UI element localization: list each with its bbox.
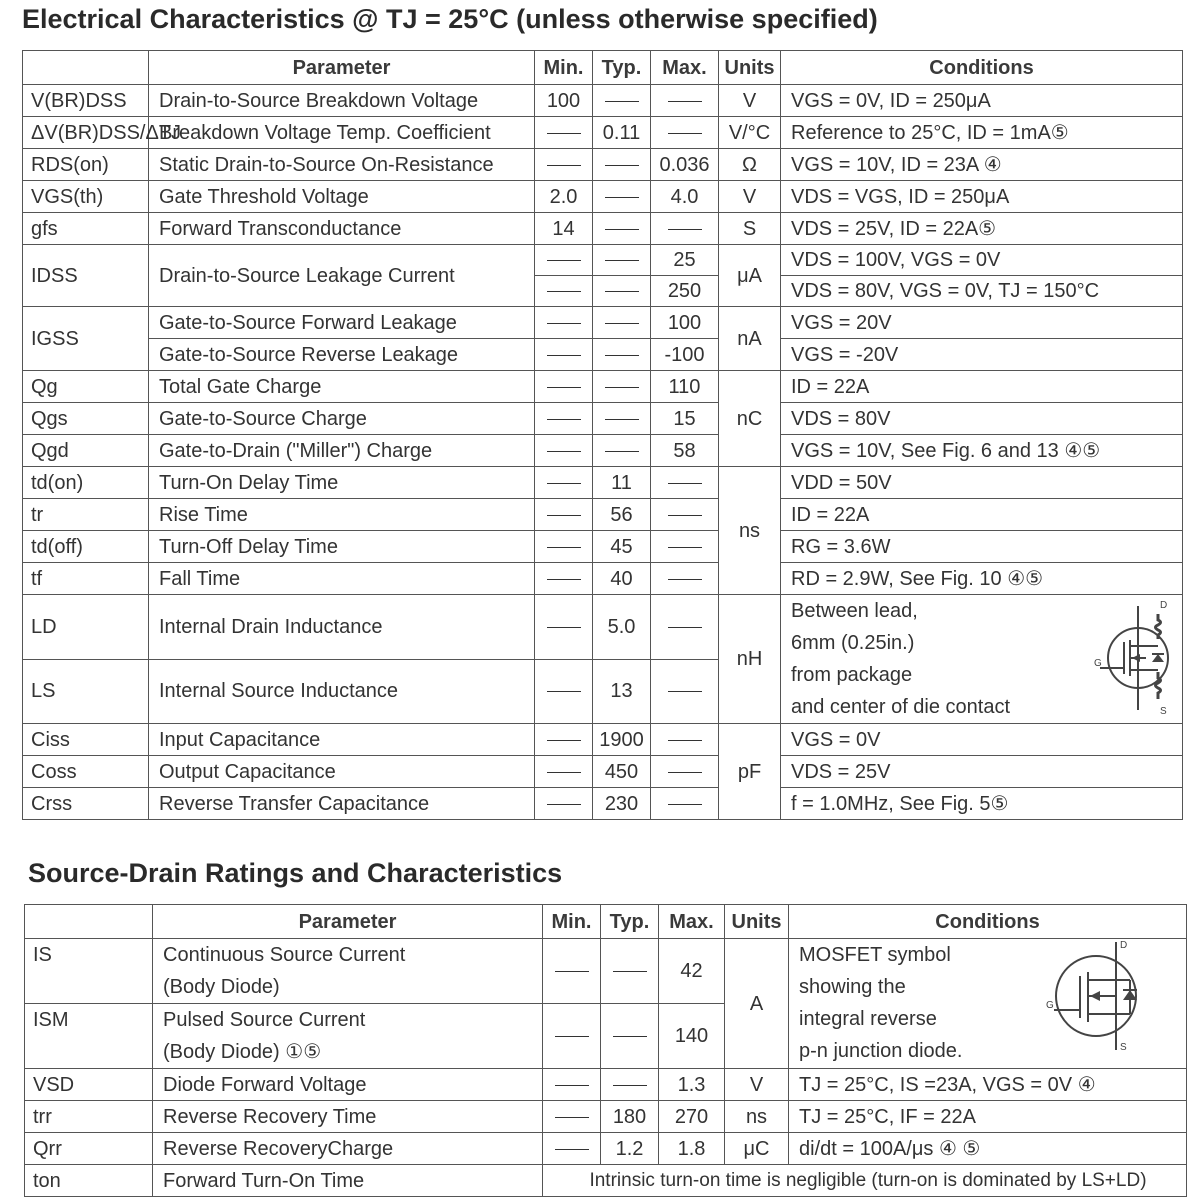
ec-table-row bbox=[23, 85, 1183, 117]
row-min bbox=[543, 1101, 601, 1133]
row-typ bbox=[593, 339, 651, 371]
row-min bbox=[535, 595, 593, 660]
condition-line: showing the bbox=[799, 976, 906, 998]
sd-title: Source-Drain Ratings and Characteristics bbox=[28, 858, 563, 888]
row-max: 140 bbox=[659, 1004, 725, 1069]
condition-line: p-n junction diode. bbox=[799, 1040, 963, 1062]
dash-rule bbox=[547, 579, 581, 580]
row-min bbox=[535, 276, 593, 307]
row-conditions: f = 1.0MHz, See Fig. 5⑤ bbox=[781, 788, 1183, 820]
row-typ bbox=[593, 149, 651, 181]
row-max: 270 bbox=[659, 1101, 725, 1133]
sd-table bbox=[24, 904, 1187, 1197]
row-conditions: VDD = 50V bbox=[781, 467, 1183, 499]
dash-rule bbox=[547, 515, 581, 516]
row-symbol: IGSS bbox=[23, 307, 149, 371]
row-units: V bbox=[725, 1069, 789, 1101]
row-units: V bbox=[719, 85, 781, 117]
row-typ bbox=[593, 181, 651, 213]
dash-rule bbox=[605, 387, 639, 388]
row-parameter: Static Drain-to-Source On-Resistance bbox=[149, 149, 535, 181]
row-conditions: RG = 3.6W bbox=[781, 531, 1183, 563]
row-max: 4.0 bbox=[651, 181, 719, 213]
dash-rule bbox=[547, 165, 581, 166]
row-max: 15 bbox=[651, 403, 719, 435]
dash-rule bbox=[605, 229, 639, 230]
row-parameter: Gate Threshold Voltage bbox=[149, 181, 535, 213]
dash-rule bbox=[613, 1036, 647, 1037]
ec-table-row bbox=[23, 307, 1183, 339]
row-typ: 0.11 bbox=[593, 117, 651, 149]
row-conditions: VGS = 0V, ID = 250μA bbox=[781, 85, 1183, 117]
row-conditions: VGS = 20V bbox=[781, 307, 1183, 339]
row-typ bbox=[593, 403, 651, 435]
row-parameter: Reverse Recovery Time bbox=[153, 1101, 543, 1133]
row-min bbox=[535, 756, 593, 788]
row-max: 25 bbox=[651, 245, 719, 276]
row-parameter: Fall Time bbox=[149, 563, 535, 595]
row-symbol: ΔV(BR)DSS/ΔTJ bbox=[23, 117, 149, 149]
row-max: 1.8 bbox=[659, 1133, 725, 1165]
row-symbol: Qrr bbox=[25, 1133, 153, 1165]
row-symbol: LD bbox=[23, 595, 149, 660]
row-parameter: Gate-to-Source Charge bbox=[149, 403, 535, 435]
row-conditions: ID = 22A bbox=[781, 499, 1183, 531]
row-conditions: VDS = VGS, ID = 250μA bbox=[781, 181, 1183, 213]
parameter-line: (Body Diode) bbox=[163, 976, 280, 998]
sd-header-units: Units bbox=[725, 905, 789, 939]
row-symbol: td(off) bbox=[23, 531, 149, 563]
row-conditions: Reference to 25°C, ID = 1mA⑤ bbox=[781, 117, 1183, 149]
mosfet-inductance-symbol bbox=[1092, 600, 1176, 716]
row-parameter: Turn-Off Delay Time bbox=[149, 531, 535, 563]
symbol-s-label: S bbox=[1120, 1042, 1127, 1053]
ec-table-row bbox=[23, 724, 1183, 756]
row-min bbox=[535, 403, 593, 435]
row-symbol: Coss bbox=[23, 756, 149, 788]
row-typ bbox=[593, 307, 651, 339]
row-units: μC bbox=[725, 1133, 789, 1165]
symbol-g-label: G bbox=[1094, 658, 1102, 669]
row-conditions: VDS = 80V, VGS = 0V, TJ = 150°C bbox=[781, 276, 1183, 307]
symbol-d-label: D bbox=[1160, 600, 1168, 611]
row-typ bbox=[593, 371, 651, 403]
dash-rule bbox=[605, 260, 639, 261]
dash-rule bbox=[668, 133, 702, 134]
row-max bbox=[651, 117, 719, 149]
ec-table-row bbox=[23, 245, 1183, 276]
row-note: Intrinsic turn-on time is negligible (turn-on is dominated by LS+LD) bbox=[543, 1165, 1187, 1197]
dash-rule bbox=[605, 419, 639, 420]
row-max: 250 bbox=[651, 276, 719, 307]
ec-table-row bbox=[23, 371, 1183, 403]
row-units: nC bbox=[719, 371, 781, 467]
ec-header-max: Max. bbox=[651, 51, 719, 85]
ec-title: Electrical Characteristics @ TJ = 25°C (unless otherwise specified) bbox=[22, 4, 878, 34]
row-conditions: VDS = 25V bbox=[781, 756, 1183, 788]
symbol-d-label: D bbox=[1120, 940, 1128, 951]
row-parameter: Drain-to-Source Leakage Current bbox=[149, 245, 535, 307]
row-parameter: Turn-On Delay Time bbox=[149, 467, 535, 499]
dash-rule bbox=[547, 451, 581, 452]
sd-header-typ: Typ. bbox=[601, 905, 659, 939]
row-symbol: Qgd bbox=[23, 435, 149, 467]
condition-line: integral reverse bbox=[799, 1008, 937, 1030]
sd-table-row bbox=[25, 1069, 1187, 1101]
row-min bbox=[535, 724, 593, 756]
ec-table-row bbox=[23, 213, 1183, 245]
ec-table-row bbox=[23, 595, 1183, 660]
row-max bbox=[651, 563, 719, 595]
condition-line: Between lead, bbox=[791, 600, 918, 622]
row-symbol: VGS(th) bbox=[23, 181, 149, 213]
row-max bbox=[651, 595, 719, 660]
row-min bbox=[535, 788, 593, 820]
row-min bbox=[535, 245, 593, 276]
row-parameter: Reverse RecoveryCharge bbox=[153, 1133, 543, 1165]
dash-rule bbox=[605, 101, 639, 102]
row-min bbox=[535, 117, 593, 149]
row-max bbox=[651, 213, 719, 245]
symbol-s-label: S bbox=[1160, 706, 1167, 717]
dash-rule bbox=[613, 971, 647, 972]
row-max bbox=[651, 724, 719, 756]
symbol-g-label: G bbox=[1046, 1000, 1054, 1011]
row-min bbox=[535, 659, 593, 724]
row-parameter: Gate-to-Drain ("Miller") Charge bbox=[149, 435, 535, 467]
row-typ bbox=[601, 1069, 659, 1101]
row-typ: 180 bbox=[601, 1101, 659, 1133]
row-max: 0.036 bbox=[651, 149, 719, 181]
sd-header-conditions: Conditions bbox=[789, 905, 1187, 939]
dash-rule bbox=[547, 547, 581, 548]
ec-table-row bbox=[23, 531, 1183, 563]
row-units: S bbox=[719, 213, 781, 245]
condition-line: from package bbox=[791, 664, 913, 686]
row-typ bbox=[593, 276, 651, 307]
row-parameter: Breakdown Voltage Temp. Coefficient bbox=[149, 117, 535, 149]
dash-rule bbox=[668, 627, 702, 628]
row-units: A bbox=[725, 939, 789, 1069]
ec-table-row bbox=[23, 563, 1183, 595]
row-symbol: td(on) bbox=[23, 467, 149, 499]
row-typ: 56 bbox=[593, 499, 651, 531]
row-parameter: Output Capacitance bbox=[149, 756, 535, 788]
row-symbol: ISM bbox=[25, 1004, 153, 1069]
row-min bbox=[535, 563, 593, 595]
row-units: ns bbox=[719, 467, 781, 595]
dash-rule bbox=[605, 451, 639, 452]
dash-rule bbox=[668, 691, 702, 692]
row-max bbox=[651, 85, 719, 117]
dash-rule bbox=[668, 772, 702, 773]
row-typ bbox=[593, 435, 651, 467]
ec-table-row bbox=[23, 499, 1183, 531]
row-conditions: VGS = -20V bbox=[781, 339, 1183, 371]
row-typ: 13 bbox=[593, 659, 651, 724]
row-conditions: RD = 2.9W, See Fig. 10 ④⑤ bbox=[781, 563, 1183, 595]
row-max: -100 bbox=[651, 339, 719, 371]
row-units: Ω bbox=[719, 149, 781, 181]
row-symbol: IS bbox=[25, 939, 153, 1004]
row-parameter: Gate-to-Source Forward Leakage bbox=[149, 307, 535, 339]
condition-line: 6mm (0.25in.) bbox=[791, 632, 915, 654]
row-typ: 45 bbox=[593, 531, 651, 563]
dash-rule bbox=[668, 229, 702, 230]
row-units: ns bbox=[725, 1101, 789, 1133]
row-parameter: Gate-to-Source Reverse Leakage bbox=[149, 339, 535, 371]
dash-rule bbox=[547, 387, 581, 388]
row-typ: 1.2 bbox=[601, 1133, 659, 1165]
sd-header-max: Max. bbox=[659, 905, 725, 939]
row-units: pF bbox=[719, 724, 781, 820]
row-parameter bbox=[153, 1004, 543, 1069]
sd-header-row bbox=[25, 905, 1187, 939]
ec-table-row bbox=[23, 756, 1183, 788]
row-typ: 5.0 bbox=[593, 595, 651, 660]
row-typ: 1900 bbox=[593, 724, 651, 756]
row-min bbox=[535, 499, 593, 531]
row-min bbox=[535, 467, 593, 499]
dash-rule bbox=[555, 1149, 589, 1150]
ec-header-min: Min. bbox=[535, 51, 593, 85]
dash-rule bbox=[668, 483, 702, 484]
dash-rule bbox=[668, 101, 702, 102]
row-min bbox=[535, 371, 593, 403]
row-typ: 230 bbox=[593, 788, 651, 820]
dash-rule bbox=[547, 740, 581, 741]
sd-table-row bbox=[25, 1101, 1187, 1133]
row-symbol: LS bbox=[23, 659, 149, 724]
row-symbol: V(BR)DSS bbox=[23, 85, 149, 117]
row-min bbox=[543, 1004, 601, 1069]
dash-rule bbox=[547, 627, 581, 628]
row-conditions: ID = 22A bbox=[781, 371, 1183, 403]
row-min: 14 bbox=[535, 213, 593, 245]
row-max: 100 bbox=[651, 307, 719, 339]
row-symbol: Crss bbox=[23, 788, 149, 820]
row-symbol: trr bbox=[25, 1101, 153, 1133]
row-symbol: VSD bbox=[25, 1069, 153, 1101]
condition-line: MOSFET symbol bbox=[799, 944, 951, 966]
dash-rule bbox=[555, 1117, 589, 1118]
row-typ bbox=[593, 245, 651, 276]
dash-rule bbox=[547, 323, 581, 324]
dash-rule bbox=[668, 804, 702, 805]
row-symbol: Qgs bbox=[23, 403, 149, 435]
row-parameter: Total Gate Charge bbox=[149, 371, 535, 403]
dash-rule bbox=[605, 291, 639, 292]
row-min bbox=[543, 1069, 601, 1101]
dash-rule bbox=[668, 547, 702, 548]
ec-header-parameter: Parameter bbox=[149, 51, 535, 85]
dash-rule bbox=[547, 133, 581, 134]
ec-table-row bbox=[23, 117, 1183, 149]
ec-table bbox=[22, 50, 1183, 820]
dash-rule bbox=[605, 355, 639, 356]
ec-table-row bbox=[23, 788, 1183, 820]
dash-rule bbox=[555, 971, 589, 972]
row-min bbox=[543, 1133, 601, 1165]
parameter-line: (Body Diode) ①⑤ bbox=[163, 1041, 322, 1063]
row-max bbox=[651, 531, 719, 563]
row-max: 110 bbox=[651, 371, 719, 403]
row-symbol: Qg bbox=[23, 371, 149, 403]
row-min: 100 bbox=[535, 85, 593, 117]
ec-header-conditions: Conditions bbox=[781, 51, 1183, 85]
ec-table-row bbox=[23, 149, 1183, 181]
row-typ: 40 bbox=[593, 563, 651, 595]
row-symbol: tf bbox=[23, 563, 149, 595]
row-parameter: Forward Turn-On Time bbox=[153, 1165, 543, 1197]
dash-rule bbox=[555, 1036, 589, 1037]
sd-table-row bbox=[25, 1133, 1187, 1165]
row-conditions: VGS = 10V, See Fig. 6 and 13 ④⑤ bbox=[781, 435, 1183, 467]
row-symbol: IDSS bbox=[23, 245, 149, 307]
row-parameter bbox=[153, 939, 543, 1004]
row-min bbox=[535, 307, 593, 339]
row-parameter: Drain-to-Source Breakdown Voltage bbox=[149, 85, 535, 117]
row-conditions: TJ = 25°C, IS =23A, VGS = 0V ④ bbox=[789, 1069, 1187, 1101]
dash-rule bbox=[547, 419, 581, 420]
sd-table-row bbox=[25, 939, 1187, 1004]
row-max bbox=[651, 788, 719, 820]
dash-rule bbox=[605, 197, 639, 198]
row-parameter: Forward Transconductance bbox=[149, 213, 535, 245]
dash-rule bbox=[668, 740, 702, 741]
row-symbol: Ciss bbox=[23, 724, 149, 756]
row-typ bbox=[601, 939, 659, 1004]
dash-rule bbox=[547, 772, 581, 773]
row-min bbox=[535, 435, 593, 467]
row-typ bbox=[593, 213, 651, 245]
row-conditions: TJ = 25°C, IF = 22A bbox=[789, 1101, 1187, 1133]
row-typ: 450 bbox=[593, 756, 651, 788]
row-symbol: RDS(on) bbox=[23, 149, 149, 181]
row-max bbox=[651, 499, 719, 531]
dash-rule bbox=[547, 483, 581, 484]
row-parameter: Reverse Transfer Capacitance bbox=[149, 788, 535, 820]
dash-rule bbox=[547, 804, 581, 805]
row-units: V/°C bbox=[719, 117, 781, 149]
mosfet-diode-symbol bbox=[1044, 938, 1144, 1054]
row-min bbox=[535, 531, 593, 563]
sd-header-min: Min. bbox=[543, 905, 601, 939]
row-units: nH bbox=[719, 595, 781, 724]
row-max bbox=[651, 467, 719, 499]
dash-rule bbox=[668, 515, 702, 516]
parameter-line: Continuous Source Current bbox=[163, 944, 406, 966]
row-symbol: gfs bbox=[23, 213, 149, 245]
row-conditions: VGS = 0V bbox=[781, 724, 1183, 756]
dash-rule bbox=[547, 260, 581, 261]
row-units: μA bbox=[719, 245, 781, 307]
row-conditions: VDS = 25V, ID = 22A⑤ bbox=[781, 213, 1183, 245]
dash-rule bbox=[605, 165, 639, 166]
ec-table-row bbox=[23, 181, 1183, 213]
row-min bbox=[535, 149, 593, 181]
ec-table-row bbox=[23, 403, 1183, 435]
condition-line: and center of die contact bbox=[791, 696, 1011, 718]
row-conditions: VGS = 10V, ID = 23A ④ bbox=[781, 149, 1183, 181]
row-parameter: Internal Source Inductance bbox=[149, 659, 535, 724]
row-min: 2.0 bbox=[535, 181, 593, 213]
parameter-line: Pulsed Source Current bbox=[163, 1009, 366, 1031]
sd-header-parameter: Parameter bbox=[153, 905, 543, 939]
row-symbol: ton bbox=[25, 1165, 153, 1197]
ec-table-row bbox=[23, 467, 1183, 499]
dash-rule bbox=[613, 1085, 647, 1086]
row-conditions: di/dt = 100A/μs ④ ⑤ bbox=[789, 1133, 1187, 1165]
row-parameter: Input Capacitance bbox=[149, 724, 535, 756]
row-max: 58 bbox=[651, 435, 719, 467]
row-min bbox=[543, 939, 601, 1004]
dash-rule bbox=[668, 579, 702, 580]
dash-rule bbox=[547, 291, 581, 292]
row-conditions: VDS = 100V, VGS = 0V bbox=[781, 245, 1183, 276]
ec-header-units: Units bbox=[719, 51, 781, 85]
row-parameter: Rise Time bbox=[149, 499, 535, 531]
row-symbol: tr bbox=[23, 499, 149, 531]
row-max bbox=[651, 756, 719, 788]
row-typ: 11 bbox=[593, 467, 651, 499]
dash-rule bbox=[605, 323, 639, 324]
ec-table-row bbox=[23, 435, 1183, 467]
row-min bbox=[535, 339, 593, 371]
ec-table-row bbox=[23, 339, 1183, 371]
row-conditions: VDS = 80V bbox=[781, 403, 1183, 435]
dash-rule bbox=[547, 691, 581, 692]
row-max: 1.3 bbox=[659, 1069, 725, 1101]
row-parameter: Internal Drain Inductance bbox=[149, 595, 535, 660]
row-typ bbox=[601, 1004, 659, 1069]
row-units: nA bbox=[719, 307, 781, 371]
row-max bbox=[651, 659, 719, 724]
dash-rule bbox=[555, 1085, 589, 1086]
ec-header-typ: Typ. bbox=[593, 51, 651, 85]
row-typ bbox=[593, 85, 651, 117]
row-max: 42 bbox=[659, 939, 725, 1004]
sd-table-row bbox=[25, 1165, 1187, 1197]
dash-rule bbox=[547, 355, 581, 356]
ec-header-row bbox=[23, 51, 1183, 85]
row-parameter: Diode Forward Voltage bbox=[153, 1069, 543, 1101]
row-units: V bbox=[719, 181, 781, 213]
